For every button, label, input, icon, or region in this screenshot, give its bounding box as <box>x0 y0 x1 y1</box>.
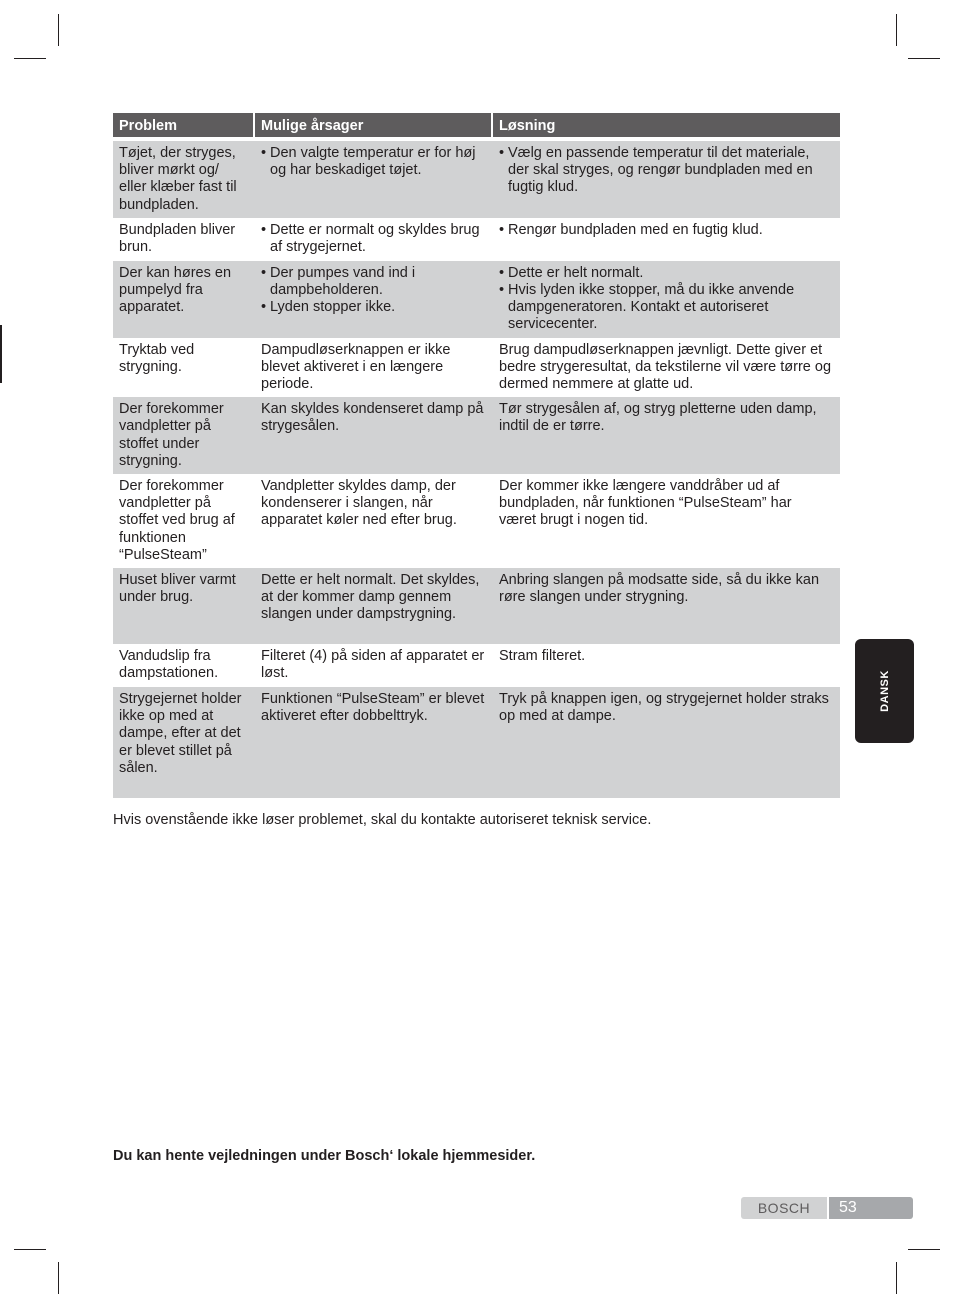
crop-mark-top-left-h <box>14 58 46 59</box>
cause-cell: Vandpletter skyldes damp, der kondenserer i slangen, når apparatet køler ned efter brug. <box>255 474 493 568</box>
language-tab-label: DANSK <box>878 670 891 712</box>
cause-cell: Kan skyldes kondenseret damp på strygesålen. <box>255 397 493 474</box>
side-register-mark <box>0 325 2 383</box>
table-row <box>113 218 840 261</box>
solution-cell: Stram filteret. <box>493 644 840 687</box>
table-row <box>113 687 840 798</box>
table-row <box>113 141 840 218</box>
table-row <box>113 644 840 687</box>
crop-mark-top-right-h <box>908 58 940 59</box>
troubleshooting-table <box>113 113 840 798</box>
problem-cell: Tryktab ved strygning. <box>113 338 255 398</box>
download-note: Du kan hente vejledningen under Bosch‘ lokale hjemmesider. <box>113 1148 536 1164</box>
header-problem: Problem <box>113 113 255 137</box>
problem-cell: Tøjet, der stryges, bliver mørkt og/ eller klæber fast til bundpladen. <box>113 141 255 218</box>
table-header-row <box>113 113 840 137</box>
causes-cell <box>255 218 493 261</box>
solution-cell: Tør strygesålen af, og stryg pletterne uden damp, indtil de er tørre. <box>493 397 840 474</box>
solutions-cell <box>493 141 840 218</box>
crop-mark-bottom-left-v <box>58 1262 59 1294</box>
table-row <box>113 568 840 644</box>
solution-cell: Anbring slangen på modsatte side, så du ikke kan røre slangen under strygning. <box>493 568 840 644</box>
problem-cell: Der forekommer vandpletter på stoffet under strygning. <box>113 397 255 474</box>
service-note: Hvis ovenstående ikke løser problemet, skal du kontakte autoriseret teknisk service. <box>113 812 652 828</box>
language-tab <box>855 639 914 743</box>
solution-cell: Brug dampudløserknappen jævnligt. Dette giver et bedre strygeresultat, da tekstilerne vil være tørre og dermed nemmere at glatte ud. <box>493 338 840 398</box>
table-row <box>113 474 840 568</box>
problem-cell: Strygejernet holder ikke op med at dampe, efter at det er blevet stillet på sålen. <box>113 687 255 798</box>
crop-mark-bottom-right-h <box>908 1249 940 1250</box>
crop-mark-bottom-right-v <box>896 1262 897 1294</box>
causes-cell <box>255 261 493 338</box>
cause-cell: Dette er helt normalt. Det skyldes, at der kommer damp gennem slangen under dampstrygning. <box>255 568 493 644</box>
solution-item: • Vælg en passende temperatur til det materiale, der skal stryges, og rengør bundpladen med en fugtig klud. <box>499 145 832 197</box>
header-causes: Mulige årsager <box>255 113 493 137</box>
solution-item: • Dette er helt normalt. <box>499 265 832 282</box>
cause-item: • Der pumpes vand ind i dampbeholderen. <box>261 265 485 299</box>
solution-item: • Hvis lyden ikke stopper, må du ikke anvende dampgeneratoren. Kontakt et autoriseret servicecenter. <box>499 282 832 334</box>
problem-cell: Der kan høres en pumpelyd fra apparatet. <box>113 261 255 338</box>
cause-item: • Dette er normalt og skyldes brug af strygejernet. <box>261 222 485 256</box>
cause-cell: Funktionen “PulseSteam” er blevet aktiveret efter dobbelttryk. <box>255 687 493 798</box>
crop-mark-top-right-v <box>896 14 897 46</box>
cause-item: • Den valgte temperatur er for høj og har beskadiget tøjet. <box>261 145 485 179</box>
problem-cell: Huset bliver varmt under brug. <box>113 568 255 644</box>
table-row <box>113 397 840 474</box>
cause-cell: Dampudløserknappen er ikke blevet aktiveret i en længere periode. <box>255 338 493 398</box>
solution-item: • Rengør bundpladen med en fugtig klud. <box>499 222 832 239</box>
header-solution: Løsning <box>493 113 840 137</box>
page-number: 53 <box>829 1197 913 1219</box>
solution-cell: Der kommer ikke længere vanddråber ud af bundpladen, når funktionen “PulseSteam” har været brugt i nogen tid. <box>493 474 840 568</box>
crop-mark-top-left-v <box>58 14 59 46</box>
solution-cell: Tryk på knappen igen, og strygejernet holder straks op med at dampe. <box>493 687 840 798</box>
cause-cell: Filteret (4) på siden af apparatet er løst. <box>255 644 493 687</box>
solutions-cell <box>493 261 840 338</box>
table-row <box>113 338 840 398</box>
problem-cell: Bundpladen bliver brun. <box>113 218 255 261</box>
footer-brand: BOSCH <box>741 1197 827 1219</box>
solutions-cell <box>493 218 840 261</box>
cause-item: • Lyden stopper ikke. <box>261 299 485 316</box>
problem-cell: Der forekommer vandpletter på stoffet ved brug af funktionen “PulseSteam” <box>113 474 255 568</box>
crop-mark-bottom-left-h <box>14 1249 46 1250</box>
table-row <box>113 261 840 338</box>
causes-cell <box>255 141 493 218</box>
problem-cell: Vandudslip fra dampstationen. <box>113 644 255 687</box>
